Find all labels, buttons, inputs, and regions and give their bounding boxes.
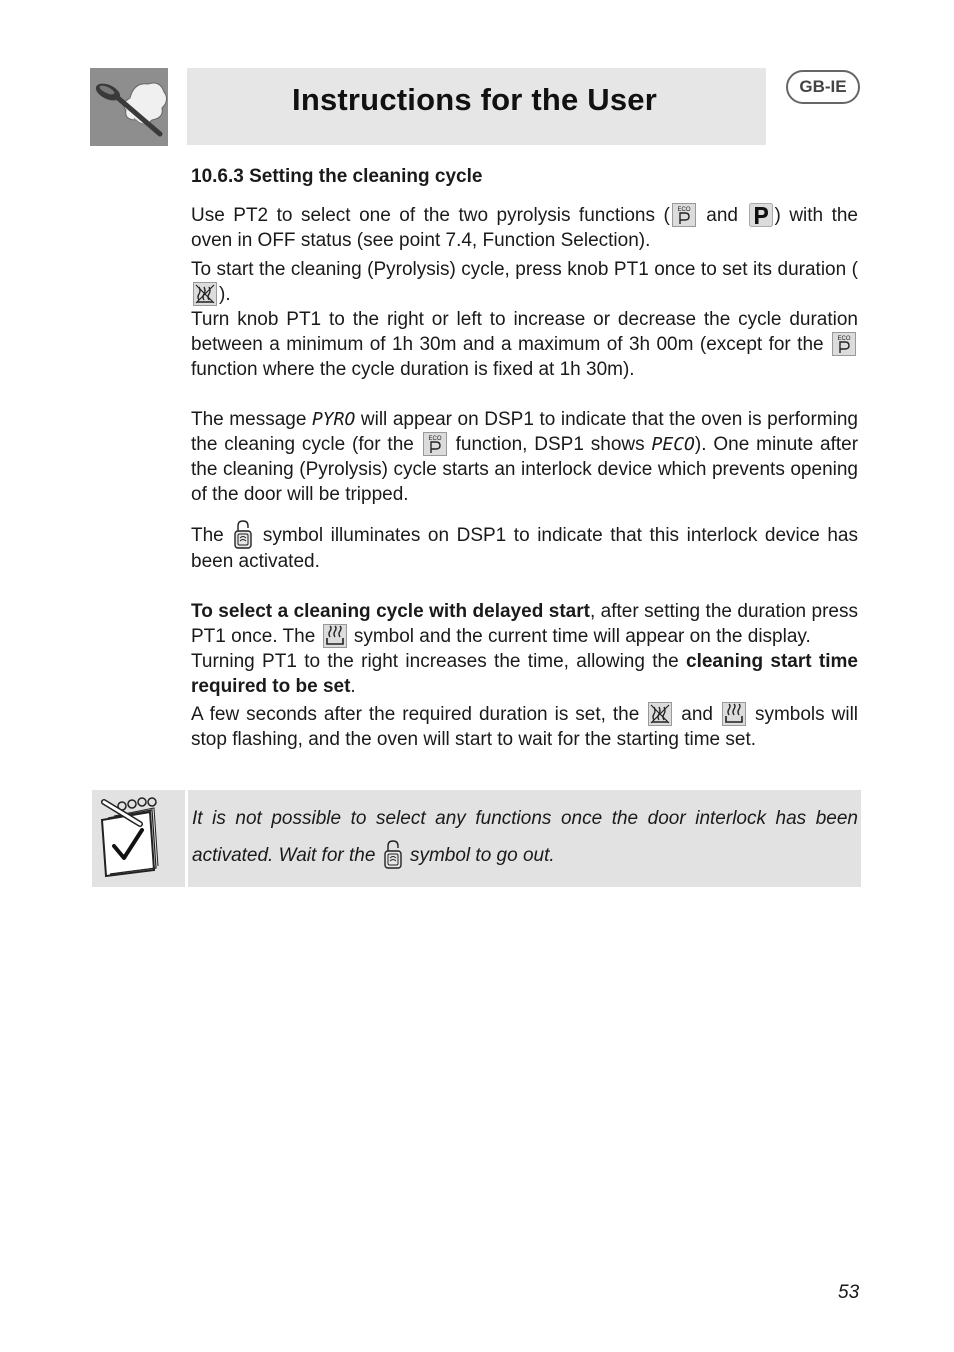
display-pyro: PYRO [311, 409, 356, 430]
paragraph-turn-knob: Turn knob PT1 to the right or left to increase or decrease the cycle duration between a minimum of 1h 30m and a maximum of 3h 00m (except for the function where the cycle duration is fixed at 1h 30m). [191, 309, 858, 380]
eco-pyrolysis-icon [423, 432, 447, 456]
brand-logo [90, 68, 168, 146]
eco-pyrolysis-icon [672, 203, 696, 227]
language-badge: GB-IE [786, 70, 860, 104]
header-bar [187, 68, 766, 145]
pyrolysis-p-icon [749, 203, 773, 227]
paragraph-pyrolysis-select: Use PT2 to select one of the two pyrolysis functions ( and ) with the oven in OFF status (see point 7.4, Function Selection). [191, 205, 859, 251]
note-icon-container [92, 790, 185, 887]
door-lock-icon [233, 519, 253, 549]
notepad-pencil-icon [92, 790, 185, 887]
section-title: 10.6.3 Setting the cleaning cycle [191, 166, 483, 187]
note-text: It is not possible to select any functions once the door interlock has been activated. Wait for the symbol to go out. [192, 800, 858, 874]
paragraph-few-seconds: A few seconds after the required duration is set, the and symbols will stop flashing, and the oven will start to wait for the starting time set. [191, 704, 859, 750]
delayed-start-icon [323, 624, 347, 648]
paragraph-delayed-start: To select a cleaning cycle with delayed start, after setting the duration press PT1 once. The symbol and the current time will appear on the display. [191, 601, 858, 647]
cycle-duration-icon [193, 282, 217, 306]
note-text-container [188, 790, 861, 887]
page-title: Instructions for the User [292, 82, 657, 117]
page-number: 53 [838, 1282, 860, 1303]
paragraph-turning-pt1: Turning PT1 to the right increases the time, allowing the cleaning start time required to be set. [191, 651, 858, 697]
delayed-start-icon [722, 702, 746, 726]
eco-pyrolysis-icon [832, 332, 856, 356]
spoon-chef-hat-icon [90, 68, 168, 146]
display-peco: PECO [651, 434, 695, 455]
paragraph-message-pyro: The message PYRO will appear on DSP1 to indicate that the oven is performing the cleaning cycle (for the function, DSP1 shows PECO). One minute after the cleaning (Pyrolysis) cycle starts an interlock device which prevents opening of the door will be tripped. [191, 409, 859, 505]
door-lock-icon [383, 839, 403, 869]
paragraph-start-cycle: To start the cleaning (Pyrolysis) cycle, press knob PT1 once to set its duration (). [191, 259, 858, 305]
main-content [191, 160, 858, 752]
cycle-duration-icon [648, 702, 672, 726]
paragraph-lock-symbol: The symbol illuminates on DSP1 to indicate that this interlock device has been activated. [191, 519, 858, 574]
note-box [92, 790, 861, 887]
